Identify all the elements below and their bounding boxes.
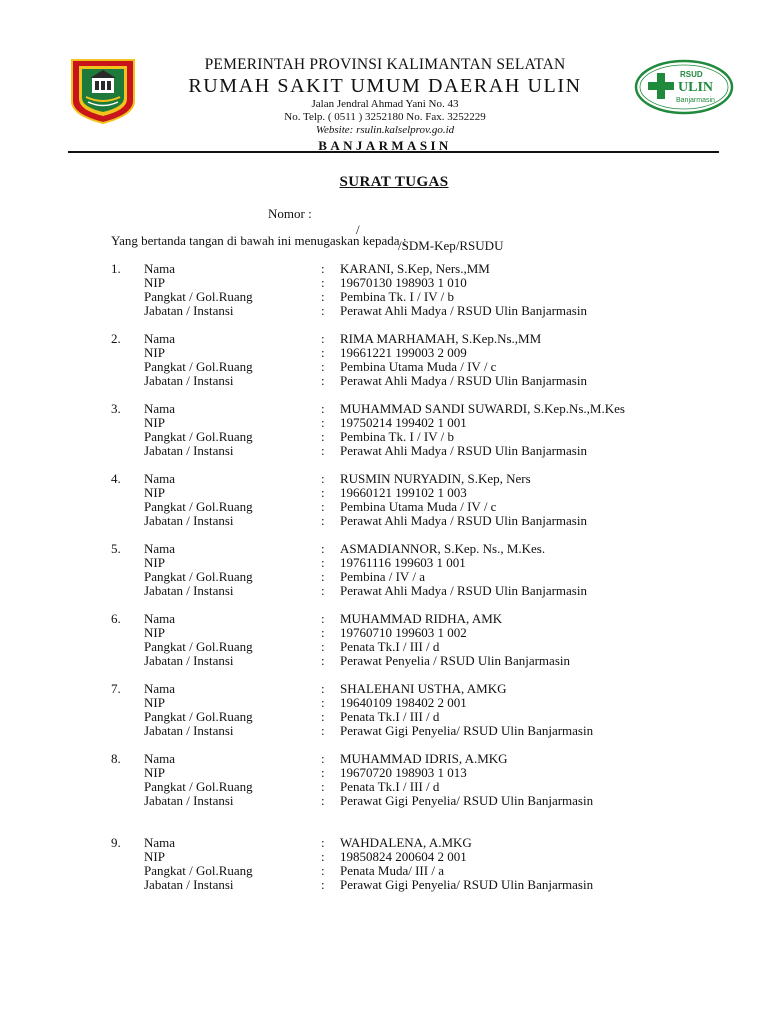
value-jabatan: Perawat Ahli Madya / RSUD Ulin Banjarmasin: [340, 373, 587, 388]
colon: :: [321, 709, 325, 724]
label-pangkat: Pangkat / Gol.Ruang: [144, 709, 253, 724]
personnel-entry: [0, 472, 768, 528]
value-pangkat: Pembina / IV / a: [340, 569, 425, 584]
label-pangkat: Pangkat / Gol.Ruang: [144, 499, 253, 514]
personnel-entry: [0, 262, 768, 318]
nomor-slash: /: [356, 222, 360, 237]
value-pangkat: Penata Tk.I / III / d: [340, 779, 440, 794]
value-jabatan: Perawat Gigi Penyelia/ RSUD Ulin Banjarmasin: [340, 793, 594, 808]
colon: :: [321, 583, 325, 598]
value-jabatan: Perawat Penyelia / RSUD Ulin Banjarmasin: [340, 653, 570, 668]
value-nama: MUHAMMAD IDRIS, A.MKG: [340, 751, 508, 766]
value-nip: 19760710 199603 1 002: [340, 625, 467, 640]
value-pangkat: Pembina Tk. I / IV / b: [340, 429, 454, 444]
rsud-ulin-logo: [634, 58, 734, 116]
value-nip: 19660121 199102 1 003: [340, 485, 467, 500]
value-nama: ASMADIANNOR, S.Kep. Ns., M.Kes.: [340, 541, 546, 556]
entry-number: 4.: [111, 471, 121, 486]
label-jabatan: Jabatan / Instansi: [144, 303, 234, 318]
value-nip: 19661221 199003 2 009: [340, 345, 467, 360]
label-jabatan: Jabatan / Instansi: [144, 793, 234, 808]
label-pangkat: Pangkat / Gol.Ruang: [144, 779, 253, 794]
label-nama: Nama: [144, 261, 176, 276]
letterhead: [150, 56, 620, 154]
colon: :: [321, 485, 325, 500]
colon: :: [321, 359, 325, 374]
label-jabatan: Jabatan / Instansi: [144, 513, 234, 528]
entry-number: 6.: [111, 611, 121, 626]
label-nama: Nama: [144, 471, 176, 486]
colon: :: [321, 569, 325, 584]
value-nip: 19670720 198903 1 013: [340, 765, 467, 780]
logo-text-city: Banjarmasin: [676, 97, 715, 104]
colon: :: [321, 639, 325, 654]
logo-text-rsud: RSUD: [680, 70, 703, 79]
colon: :: [321, 373, 325, 388]
province-name: PEMERINTAH PROVINSI KALIMANTAN SELATAN: [204, 56, 566, 73]
colon: :: [321, 429, 325, 444]
colon: :: [321, 695, 325, 710]
label-nip: NIP: [144, 275, 165, 290]
colon: :: [321, 611, 325, 626]
hospital-website: Website: rsulin.kalselprov.go.id: [315, 124, 455, 136]
colon: :: [321, 877, 325, 892]
label-nama: Nama: [144, 681, 176, 696]
entry-number: 8.: [111, 751, 121, 766]
personnel-entry: [0, 682, 768, 738]
value-nama: MUHAMMAD SANDI SUWARDI, S.Kep.Ns.,M.Kes: [340, 401, 625, 416]
value-pangkat: Pembina Utama Muda / IV / c: [340, 359, 497, 374]
value-nip: 19670130 198903 1 010: [340, 275, 467, 290]
label-nama: Nama: [144, 541, 176, 556]
colon: :: [321, 723, 325, 738]
colon: :: [321, 471, 325, 486]
label-jabatan: Jabatan / Instansi: [144, 443, 234, 458]
colon: :: [321, 261, 325, 276]
personnel-entry: [0, 402, 768, 458]
value-nip: 19750214 199402 1 001: [340, 415, 467, 430]
label-nama: Nama: [144, 611, 176, 626]
value-nip: 19640109 198402 2 001: [340, 695, 467, 710]
nomor-label: Nomor :: [268, 206, 312, 221]
colon: :: [321, 779, 325, 794]
colon: :: [321, 275, 325, 290]
value-pangkat: Pembina Utama Muda / IV / c: [340, 499, 497, 514]
colon: :: [321, 415, 325, 430]
label-jabatan: Jabatan / Instansi: [144, 877, 234, 892]
logo-text-ulin: ULIN: [678, 80, 714, 95]
entry-number: 2.: [111, 331, 121, 346]
label-nama: Nama: [144, 401, 176, 416]
colon: :: [321, 303, 325, 318]
province-shield-logo: [68, 57, 138, 125]
entry-number: 1.: [111, 261, 121, 276]
label-nip: NIP: [144, 695, 165, 710]
label-nip: NIP: [144, 625, 165, 640]
label-pangkat: Pangkat / Gol.Ruang: [144, 639, 253, 654]
personnel-entry: [0, 332, 768, 388]
value-jabatan: Perawat Ahli Madya / RSUD Ulin Banjarmasin: [340, 443, 587, 458]
personnel-entry: [0, 752, 768, 808]
value-nama: SHALEHANI USTHA, AMKG: [340, 681, 507, 696]
value-jabatan: Perawat Ahli Madya / RSUD Ulin Banjarmasin: [340, 513, 587, 528]
value-nip: 19850824 200604 2 001: [340, 849, 467, 864]
label-nama: Nama: [144, 331, 176, 346]
colon: :: [321, 625, 325, 640]
label-nip: NIP: [144, 849, 165, 864]
colon: :: [321, 751, 325, 766]
hospital-phone: No. Telp. ( 0511 ) 3252180 No. Fax. 3252229: [284, 111, 486, 123]
colon: :: [321, 863, 325, 878]
colon: :: [321, 541, 325, 556]
nomor-suffix: /SDM-Kep/RSUDU: [398, 238, 504, 253]
value-nama: MUHAMMAD RIDHA, AMK: [340, 611, 503, 626]
label-pangkat: Pangkat / Gol.Ruang: [144, 429, 253, 444]
colon: :: [321, 331, 325, 346]
value-nama: RUSMIN NURYADIN, S.Kep, Ners: [340, 471, 531, 486]
label-jabatan: Jabatan / Instansi: [144, 373, 234, 388]
value-nama: WAHDALENA, A.MKG: [340, 835, 472, 850]
colon: :: [321, 513, 325, 528]
hospital-address: Jalan Jendral Ahmad Yani No. 43: [311, 98, 459, 110]
colon: :: [321, 289, 325, 304]
personnel-entry: [0, 836, 768, 892]
value-pangkat: Penata Muda/ III / a: [340, 863, 444, 878]
personnel-entry: [0, 612, 768, 668]
colon: :: [321, 849, 325, 864]
hospital-name: RUMAH SAKIT UMUM DAERAH ULIN: [188, 75, 582, 97]
hospital-city: BANJARMASIN: [318, 138, 452, 153]
label-pangkat: Pangkat / Gol.Ruang: [144, 569, 253, 584]
colon: :: [321, 443, 325, 458]
value-jabatan: Perawat Ahli Madya / RSUD Ulin Banjarmasin: [340, 303, 587, 318]
value-pangkat: Penata Tk.I / III / d: [340, 639, 440, 654]
entry-number: 5.: [111, 541, 121, 556]
entry-number: 3.: [111, 401, 121, 416]
label-nama: Nama: [144, 835, 176, 850]
intro-sentence: Yang bertanda tangan di bawah ini menugaskan kepada :: [111, 233, 407, 248]
value-jabatan: Perawat Gigi Penyelia/ RSUD Ulin Banjarmasin: [340, 723, 594, 738]
value-nip: 19761116 199603 1 001: [340, 555, 466, 570]
label-nip: NIP: [144, 555, 165, 570]
letter-title: SURAT TUGAS: [339, 174, 449, 190]
value-jabatan: Perawat Gigi Penyelia/ RSUD Ulin Banjarmasin: [340, 877, 594, 892]
letterhead-divider: [68, 151, 719, 153]
label-nip: NIP: [144, 485, 165, 500]
label-jabatan: Jabatan / Instansi: [144, 653, 234, 668]
label-pangkat: Pangkat / Gol.Ruang: [144, 359, 253, 374]
colon: :: [321, 793, 325, 808]
value-pangkat: Penata Tk.I / III / d: [340, 709, 440, 724]
entry-number: 7.: [111, 681, 121, 696]
label-pangkat: Pangkat / Gol.Ruang: [144, 863, 253, 878]
colon: :: [321, 401, 325, 416]
value-pangkat: Pembina Tk. I / IV / b: [340, 289, 454, 304]
colon: :: [321, 765, 325, 780]
colon: :: [321, 835, 325, 850]
label-nip: NIP: [144, 765, 165, 780]
label-nama: Nama: [144, 751, 176, 766]
label-jabatan: Jabatan / Instansi: [144, 723, 234, 738]
label-pangkat: Pangkat / Gol.Ruang: [144, 289, 253, 304]
value-jabatan: Perawat Ahli Madya / RSUD Ulin Banjarmasin: [340, 583, 587, 598]
colon: :: [321, 681, 325, 696]
value-nama: RIMA MARHAMAH, S.Kep.Ns.,MM: [340, 331, 542, 346]
colon: :: [321, 345, 325, 360]
label-jabatan: Jabatan / Instansi: [144, 583, 234, 598]
entry-number: 9.: [111, 835, 121, 850]
colon: :: [321, 499, 325, 514]
value-nama: KARANI, S.Kep, Ners.,MM: [340, 261, 490, 276]
colon: :: [321, 653, 325, 668]
personnel-entry: [0, 542, 768, 598]
label-nip: NIP: [144, 415, 165, 430]
label-nip: NIP: [144, 345, 165, 360]
colon: :: [321, 555, 325, 570]
